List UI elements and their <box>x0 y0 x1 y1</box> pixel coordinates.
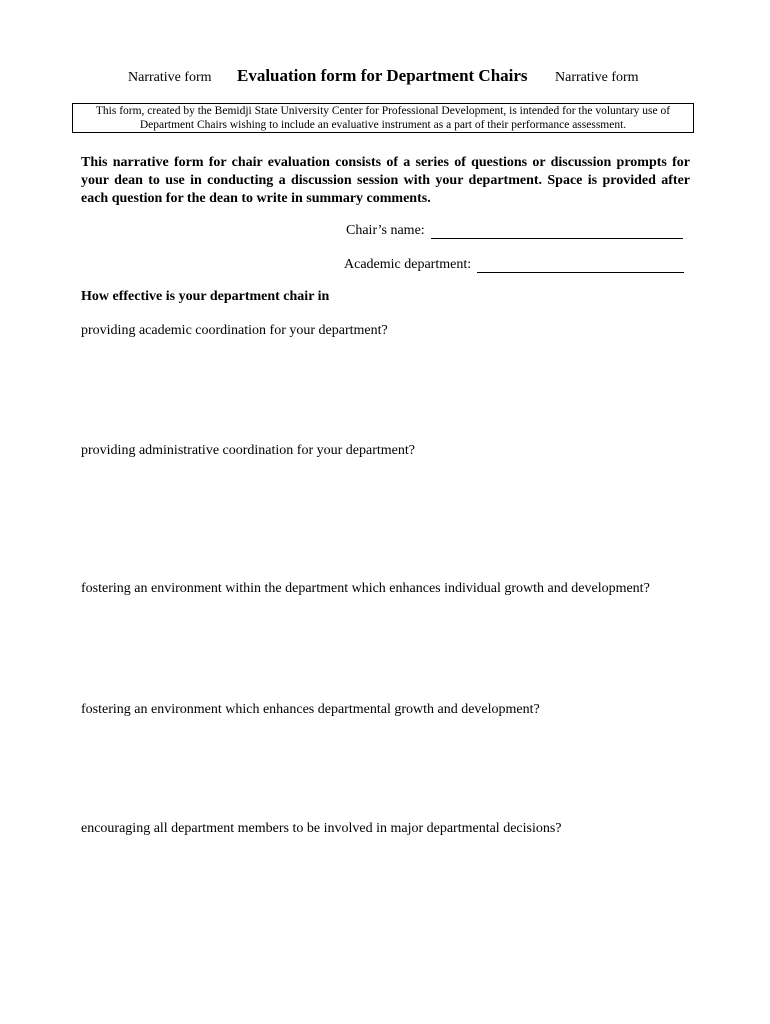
chair-name-input-line[interactable] <box>431 224 683 239</box>
chair-name-label: Chair’s name: <box>346 223 425 238</box>
header-right-label: Narrative form <box>555 70 639 85</box>
department-field <box>344 257 684 273</box>
question-1: providing academic coordination for your department? <box>81 323 388 338</box>
question-5: encouraging all department members to be involved in major departmental decisions? <box>81 821 562 836</box>
page-title: Evaluation form for Department Chairs <box>237 66 528 85</box>
department-input-line[interactable] <box>477 258 684 273</box>
questions-subheading: How effective is your department chair in <box>81 289 330 304</box>
department-label: Academic department: <box>344 257 472 272</box>
intro-paragraph: This narrative form for chair evaluation consists of a series of questions or discussion prompts for your dean to use in conducting a discussion session with your department. Space is provided after each question for the dean to write in summary comments. <box>81 155 690 206</box>
question-3: fostering an environment within the department which enhances individual growth and development? <box>81 581 650 596</box>
notice-line-2: Department Chairs wishing to include an evaluative instrument as a part of their performance assessment. <box>139 118 627 131</box>
header-left-label: Narrative form <box>128 70 212 85</box>
question-2: providing administrative coordination for your department? <box>81 443 415 458</box>
question-4: fostering an environment which enhances departmental growth and development? <box>81 702 540 717</box>
notice-line-1: This form, created by the Bemidji State University Center for Professional Development, is intended for the voluntary use of <box>95 105 671 117</box>
header-row <box>0 66 770 90</box>
chair-name-field <box>346 223 683 239</box>
notice-box <box>72 103 694 133</box>
